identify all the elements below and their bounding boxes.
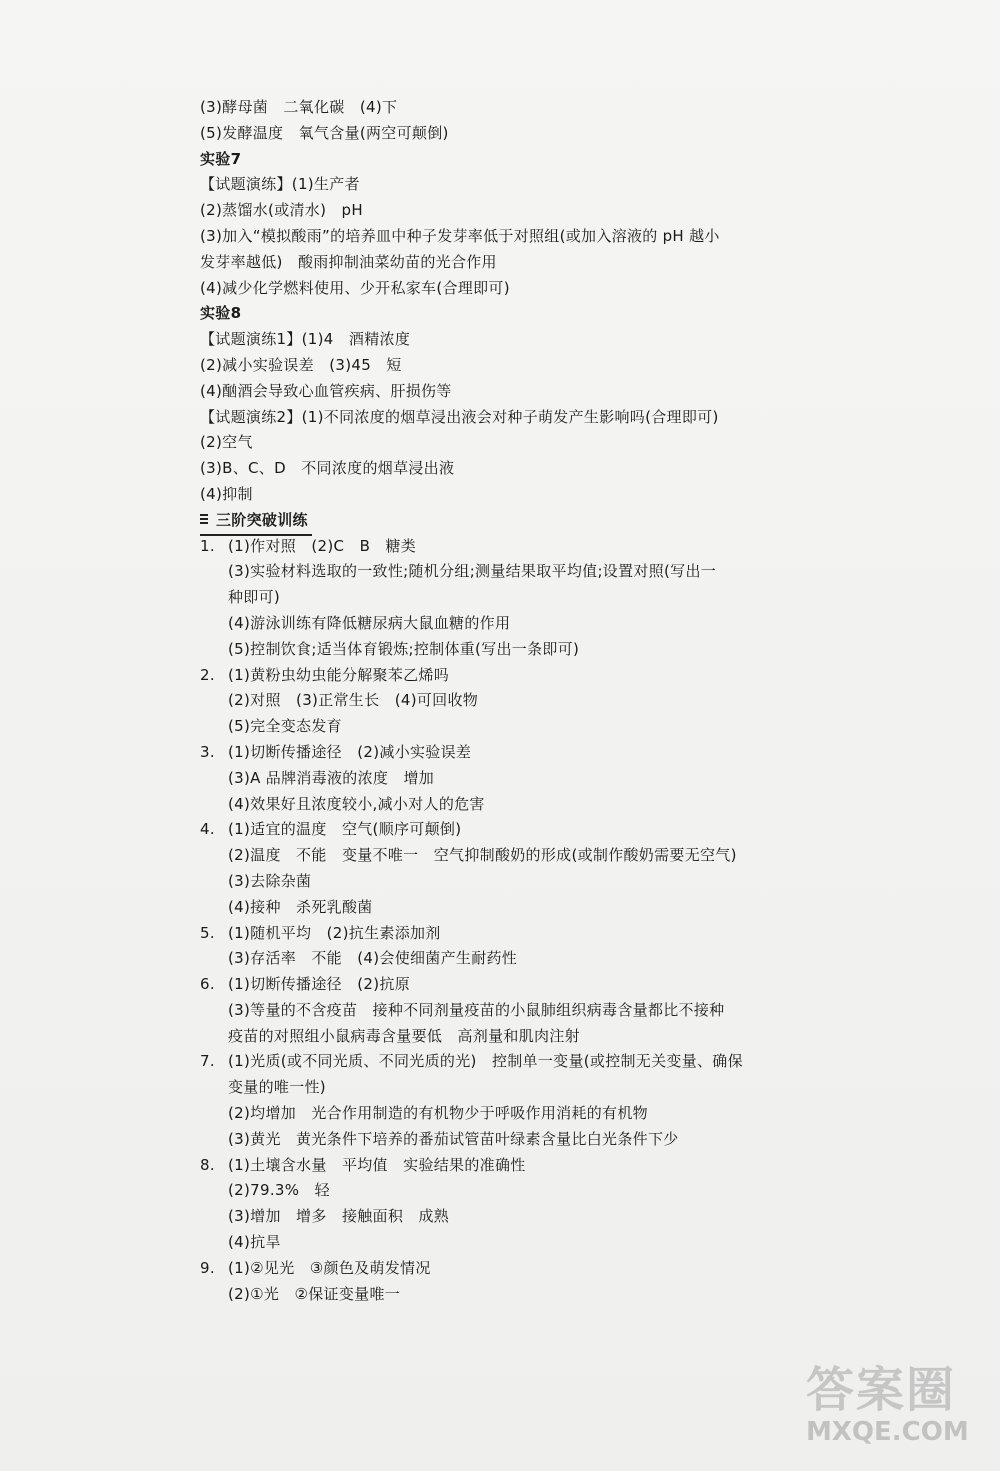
text-line: [200, 792, 790, 818]
line-text: 【试题演练1】(1)4 酒精浓度: [200, 330, 411, 349]
text-line: [200, 585, 790, 611]
line-text: (1)作对照 (2)C B 糖类: [228, 536, 417, 555]
text-line: [200, 456, 790, 482]
text-line: [200, 740, 790, 766]
question-number: 7.: [200, 1052, 215, 1071]
line-text: (3)加入“模拟酸雨”的培养皿中种子发芽率低于对照组(或加入溶液的 pH 越小: [200, 226, 720, 245]
text-line: [200, 1127, 790, 1153]
question-number: 1.: [200, 536, 215, 555]
line-text: (3)黄光 黄光条件下培养的番茄试管苗叶绿素含量比白光条件下少: [228, 1129, 679, 1148]
line-text: 发芽率越低) 酸雨抑制油菜幼苗的光合作用: [200, 252, 497, 271]
line-text: (2)蒸馏水(或清水) pH: [200, 201, 363, 220]
line-text: (3)去除杂菌: [228, 871, 312, 890]
line-text: (1)切断传播途径 (2)抗原: [228, 975, 410, 994]
text-line: [200, 353, 790, 379]
line-text: (3)酵母菌 二氧化碳 (4)下: [200, 98, 398, 116]
line-text: (3)增加 增多 接触面积 成熟: [228, 1207, 450, 1226]
text-line: [200, 276, 790, 302]
text-line: [200, 508, 790, 534]
line-text: 【试题演练2】(1)不同浓度的烟草浸出液会对种子萌发产生影响吗(合理即可): [200, 407, 719, 426]
text-line: [200, 869, 790, 895]
line-text: (1)②见光 ③颜色及萌发情况: [228, 1258, 431, 1277]
watermark-logo: [766, 1351, 986, 1461]
line-text: 实验7: [200, 149, 242, 168]
text-line: [200, 1256, 790, 1282]
text-line: [200, 688, 790, 714]
line-text: (1)适宜的温度 空气(顺序可颠倒): [228, 820, 462, 839]
question-number: 3.: [200, 742, 215, 761]
text-line: [200, 534, 790, 560]
text-line: [200, 663, 790, 689]
text-line: [200, 998, 790, 1024]
text-line: [200, 327, 790, 353]
text-line: [200, 1049, 790, 1075]
line-text: (1)光质(或不同光质、不同光质的光) 控制单一变量(或控制无关变量、确保: [228, 1052, 743, 1071]
line-text: (3)实验材料选取的一致性;随机分组;测量结果取平均值;设置对照(写出一: [228, 562, 717, 581]
question-number: 9.: [200, 1258, 215, 1277]
line-text: (1)随机平均 (2)抗生素添加剂: [228, 923, 441, 942]
line-text: (2)79.3% 轻: [228, 1181, 330, 1200]
text-line: [200, 921, 790, 947]
line-text: (3)A 品牌消毒液的浓度 增加: [228, 768, 435, 787]
section-heading-text: 三阶突破训练: [216, 510, 308, 529]
question-number: 5.: [200, 923, 215, 942]
text-line: [200, 611, 790, 637]
text-line: [200, 1178, 790, 1204]
text-line: [200, 250, 790, 276]
line-text: (2)均增加 光合作用制造的有机物少于呼吸作用消耗的有机物: [228, 1104, 648, 1123]
line-text: 实验8: [200, 304, 242, 323]
line-text: (2)温度 不能 变量不唯一 空气抑制酸奶的形成(或制作酸奶需要无空气): [228, 846, 737, 865]
text-line: [200, 301, 790, 327]
text-line: [200, 379, 790, 405]
question-number: 8.: [200, 1155, 215, 1174]
text-line: [200, 972, 790, 998]
question-number: 4.: [200, 820, 215, 839]
line-text: (5)控制饮食;适当体育锻炼;控制体重(写出一条即可): [228, 639, 580, 658]
section-heading: [200, 508, 312, 536]
text-line: [200, 198, 790, 224]
text-line: [200, 817, 790, 843]
line-text: (2)对照 (3)正常生长 (4)可回收物: [228, 691, 479, 710]
line-text: (4)接种 杀死乳酸菌: [228, 897, 373, 916]
text-line: [200, 1101, 790, 1127]
text-line: [200, 95, 790, 121]
text-line: [200, 946, 790, 972]
text-line: [200, 405, 790, 431]
text-line: [200, 714, 790, 740]
line-text: (4)酗酒会导致心血管疾病、肝损伤等: [200, 381, 452, 400]
line-text: 【试题演练】(1)生产者: [200, 175, 360, 194]
question-number: 6.: [200, 975, 215, 994]
watermark-title: 答案圈: [806, 1362, 957, 1418]
text-line: [200, 766, 790, 792]
text-line: [200, 1230, 790, 1256]
line-text: (2)空气: [200, 433, 253, 452]
text-line: [200, 121, 790, 147]
line-text: 种即可): [228, 588, 281, 607]
line-text: (3)等量的不含疫苗 接种不同剂量疫苗的小鼠肺组织病毒含量都比不接种: [228, 1000, 725, 1019]
watermark-url: MXQE.COM: [806, 1417, 969, 1447]
line-text: (1)土壤含水量 平均值 实验结果的准确性: [228, 1155, 526, 1174]
line-text: (4)效果好且浓度较小,减小对人的危害: [228, 794, 485, 813]
text-line: [200, 224, 790, 250]
line-text: (4)抑制: [200, 484, 253, 503]
line-text: (2)①光 ②保证变量唯一: [228, 1284, 401, 1303]
text-line: [200, 1075, 790, 1101]
line-text: (3)B、C、D 不同浓度的烟草浸出液: [200, 459, 455, 478]
text-line: [200, 1282, 790, 1308]
line-text: (2)减小实验误差 (3)45 短: [200, 355, 402, 374]
line-text: (5)完全变态发育: [228, 717, 342, 736]
line-text: (5)发酵温度 氧气含量(两空可颠倒): [200, 123, 449, 142]
text-line: [200, 637, 790, 663]
text-line: [200, 559, 790, 585]
line-text: (4)游泳训练有降低糖尿病大鼠血糖的作用: [228, 613, 511, 632]
text-line: [200, 895, 790, 921]
text-line: [200, 1153, 790, 1179]
line-text: 变量的唯一性): [228, 1078, 326, 1097]
line-text: (1)切断传播途径 (2)减小实验误差: [228, 742, 472, 761]
question-number: 2.: [200, 665, 215, 684]
text-line: [200, 482, 790, 508]
line-text: (4)抗旱: [228, 1233, 281, 1252]
text-line: [200, 1204, 790, 1230]
text-line: [200, 843, 790, 869]
line-text: (4)减少化学燃料使用、少开私家车(合理即可): [200, 278, 510, 297]
text-line: [200, 1024, 790, 1050]
line-text: 疫苗的对照组小鼠病毒含量要低 高剂量和肌肉注射: [228, 1026, 580, 1045]
line-text: (1)黄粉虫幼虫能分解聚苯乙烯吗: [228, 665, 450, 684]
answer-text: [200, 95, 790, 1307]
line-text: (3)存活率 不能 (4)会使细菌产生耐药性: [228, 949, 518, 968]
text-line: [200, 430, 790, 456]
text-line: [200, 147, 790, 173]
section-marker-icon: [200, 514, 208, 526]
text-line: [200, 172, 790, 198]
